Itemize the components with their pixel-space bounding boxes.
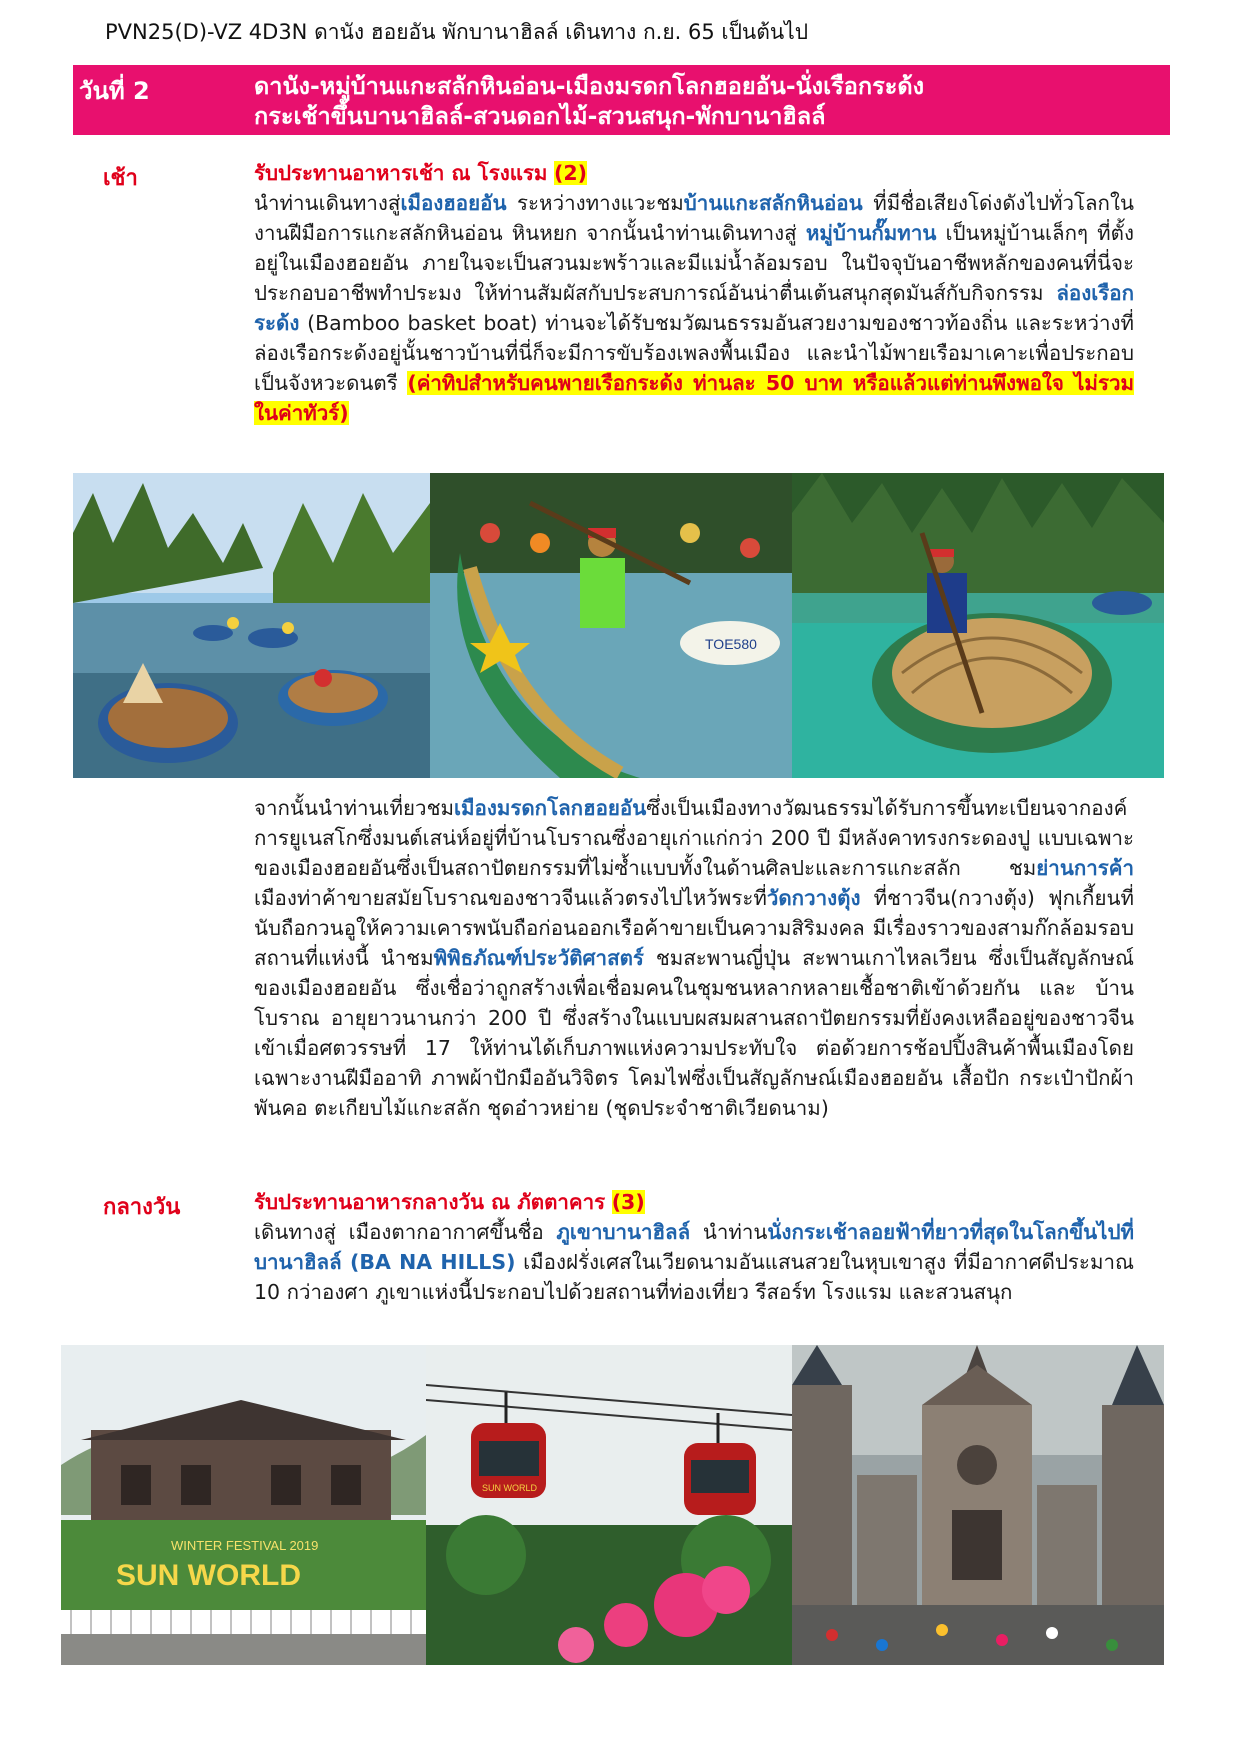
morning-paragraph-2	[254, 793, 1134, 1123]
text-run: เมืองฝรั่งเศสในเวียดนามอันแสนสวยในหุบเขาสูง ที่มีอากาศดีประมาณ 10 กว่าองศา ภูเขาแห่งนี้ประกอบไปด้วยสถานที่ท่องเที่ยว รีสอร์ท โรงแรม และสวนสนุก	[254, 1250, 1134, 1304]
camthanh-village-highlight: หมู่บ้านกั๊มทาน	[805, 221, 937, 245]
photo-boatman-spinning	[792, 473, 1164, 778]
winter-festival-sign: WINTER FESTIVAL 2019	[171, 1538, 319, 1553]
day-title-line-2: กระเช้าขึ้นบานาฮิลล์-สวนดอกไม้-สวนสนุก-พักบานาฮิลล์	[254, 102, 826, 130]
midday-paragraph	[254, 1217, 1134, 1307]
photo-cable-cars	[426, 1345, 792, 1665]
photo-spinning-basket-boat	[430, 473, 792, 778]
history-museum-highlight: พิพิธภัณฑ์ประวัติศาสตร์	[433, 946, 644, 970]
day-label: วันที่ 2	[79, 77, 150, 105]
midday-meal-line	[254, 1187, 1134, 1217]
hoian-heritage-highlight: เมืองมรดกโลกฮอยอัน	[454, 796, 647, 820]
cable-car-highlight: นั่งกระเช้าลอยฟ้าที่ยาวที่สุดในโลกขึ้นไปที่บานาฮิลล์ (BA NA HILLS)	[254, 1220, 1134, 1274]
text-run: เดินทางสู่ เมืองตากอากาศขึ้นชื่อ	[254, 1220, 557, 1244]
morning-meal-line	[254, 158, 1134, 188]
boat-number-label: TOE580	[705, 636, 757, 652]
lunch-text: รับประทานอาหารกลางวัน ณ ภัตตาคาร	[254, 1190, 606, 1214]
text-run: ซึ่งเป็นเมืองทางวัฒนธรรมได้รับการขึ้นทะเบียนจากองค์การยูเนสโกซึ่งมนต์เสน่ห์อยู่ที่บ้านโบราณซึ่งอายุเก่าแก่กว่า 200 ปี มีหลังคาทรงกระดองปู แบบเฉพาะของเมืองฮอยอันซึ่งเป็นสถาปัตยกรรมที่ไม่ซ้ำแบบทั้งในด้านศิลปะและการแกะสลัก ชม	[254, 796, 1134, 880]
text-run: (Bamboo basket boat) ท่านจะได้รับชมวัฒนธรรมอันสวยงามของชาวท้องถิ่น และระหว่างที่ล่องเรือกระด้งอยู่นั้นชาวบ้านที่นี่ก็จะมีการขับร้องเพลงพื้นเมือง และนำไม้พายเรือมาเคาะเพื่อประกอบเป็นจังหวะดนตรี	[254, 311, 1134, 395]
text-run: ชมสะพานญี่ปุ่น สะพานเกาไหลเวียน ซึ่งเป็นสัญลักษณ์ของเมืองฮอยอัน ซึ่งเชื่อว่าถูกสร้างเพื่อเชื่อมคนในชุมชนหลากหลายเชื้อชาติเข้าด้วยกัน และ บ้านโบราณ อายุยาวนานกว่า 200 ปี ซึ่งสร้างในแบบผสมผสานสถาปัตยกรรมที่ยังคงเหลืออยู่ของชาวจีนเข้าเมื่อศตวรรษที่ 17 ให้ท่านได้เก็บภาพแห่งความประทับใจ ต่อด้วยการช้อปปิ้งสินค้าพื้นเมืองโดยเฉพาะงานฝีมืออาทิ ภาพผ้าปักมืออันวิจิตร โคมไฟซึ่งเป็นสัญลักษณ์เมืองฮอยอัน เสื้อปัก กระเป๋าปักผ้าพันคอ ตะเกียบไม้แกะสลัก ชุดอ๋าวหย่าย (ชุดประจำชาติเวียดนาม)	[254, 946, 1134, 1120]
hoian-link: เมืองฮอยอัน	[400, 191, 507, 215]
cable-car-label: SUN WORLD	[482, 1483, 538, 1493]
text-run: นำท่านเดินทางสู่	[254, 191, 401, 215]
midday-label: กลางวัน	[103, 1195, 181, 1220]
text-run: จากนั้นนำท่านเที่ยวชม	[254, 796, 454, 820]
text-run: เมืองท่าค้าขายสมัยโบราณของชาวจีนแล้วตรงไปไหว้พระที่	[254, 886, 767, 910]
photo-french-village	[792, 1345, 1164, 1665]
photo-sun-world-entrance	[61, 1345, 426, 1665]
text-run: ระหว่างทางแวะชม	[506, 191, 684, 215]
breakfast-number: (2)	[553, 161, 587, 185]
marble-village-highlight: บ้านแกะสลักหินอ่อน	[683, 191, 863, 215]
text-run: เป็นหมู่บ้านเล็กๆ ที่ตั้งอยู่ในเมืองฮอยอัน ภายในจะเป็นสวนมะพร้าวและมีแม่น้ำล้อมรอบ ในปัจจุบันอาชีพหลักของคนที่นี่จะประกอบอาชีพทำประมง ให้ท่านสัมผัสกับประสบการณ์อันน่าตื่นเต้นสนุกสุดมันส์กับกิจกรรม	[254, 221, 1134, 305]
morning-paragraph-1	[254, 188, 1134, 428]
lunch-number: (3)	[611, 1190, 645, 1214]
tour-code-line: PVN25(D)-VZ 4D3N ดานัง ฮอยอัน พักบานาฮิลล์ เดินทาง ก.ย. 65 เป็นต้นไป	[105, 20, 809, 44]
photo-basket-boats-river	[73, 473, 430, 778]
tip-note: (ค่าทิปสำหรับคนพายเรือกระด้ง ท่านละ 50 บาท หรือแล้วแต่ท่านพึงพอใจ ไม่รวมในค่าทัวร์)	[254, 371, 1134, 425]
day-banner	[73, 65, 1170, 135]
text-run: ที่ชาวจีน(กวางตุ้ง) ฟุกเกี้ยนที่นับถือกวนอูให้ความเคารพนับถือก่อนออกเรือค้าขายเป็นความสิริมงคล มีเรื่องราวของสามก๊กล้อมรอบสถานที่แห่งนี้ นำชม	[254, 886, 1134, 970]
sun-world-sign: SUN WORLD	[116, 1559, 301, 1592]
text-run: ที่มีชื่อเสียงโด่งดังไปทั่วโลกในงานฝีมือการแกะสลักหินอ่อน หินหยก จากนั้นนำท่านเดินทางสู่	[254, 191, 1134, 245]
cantonese-temple-highlight: วัดกวางตุ้ง	[766, 886, 861, 910]
day-title	[254, 71, 1164, 131]
morning-label: เช้า	[103, 166, 138, 191]
bana-hills-highlight: ภูเขาบานาฮิลล์	[556, 1220, 691, 1244]
day-title-line-1: ดานัง-หมู่บ้านแกะสลักหินอ่อน-เมืองมรดกโลกฮอยอัน-นั่งเรือกระด้ง	[254, 72, 925, 100]
breakfast-text: รับประทานอาหารเช้า ณ โรงแรม	[254, 161, 548, 185]
trading-area-highlight: ย่านการค้า	[1036, 856, 1134, 880]
basket-boat-highlight: ล่องเรือกระด้ง	[254, 281, 1134, 335]
text-run: นำท่าน	[690, 1220, 768, 1244]
